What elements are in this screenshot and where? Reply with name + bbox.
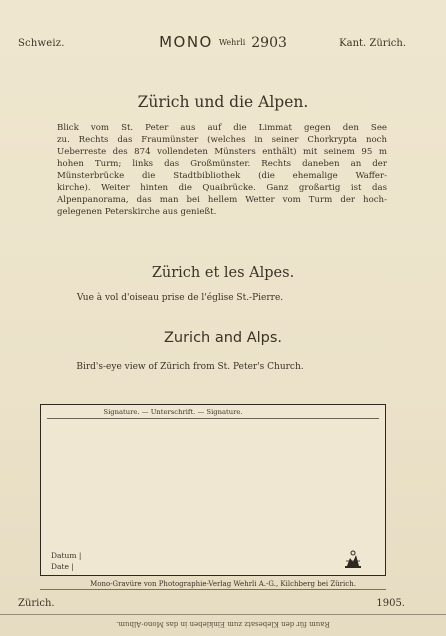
description-line: kirche). Weiter hinten die Quaibrücke. Ganz großartig ist das	[57, 183, 387, 193]
description-line: hohen Turm; links das Großmünster. Rechts daneben an der	[57, 159, 387, 169]
french-subtitle: Vue à vol d'oiseau prise de l'église St.-Pierre.	[76, 293, 284, 303]
footer-year: 1905.	[376, 598, 405, 609]
country-label: Schweiz.	[18, 38, 65, 49]
footer-city: Zürich.	[18, 598, 55, 609]
divider	[0, 614, 446, 615]
publisher-name: Wehrli	[218, 38, 246, 47]
description-line: Münsterbrücke die Stadtbibliothek (die ehemalige Waffer-	[57, 171, 387, 181]
german-title: Zürich und die Alpen.	[137, 93, 309, 111]
divider	[40, 589, 386, 590]
logo-stamp-icon	[344, 549, 362, 569]
english-title: Zurich and Alps.	[163, 330, 283, 346]
date-label	[51, 550, 91, 572]
english-subtitle: Bird's-eye view of Zürich from St. Peter's Church.	[76, 362, 304, 372]
album-mounting-note: Raum für den Klebesatz zum Einkleben in das Mono-Album.	[116, 620, 330, 628]
brand-name: MONO	[159, 33, 213, 51]
description-line: Alpenpanorama, das man bei hellem Wetter vom Turm der hoch-	[57, 195, 387, 205]
canton-label: Kant. Zürich.	[339, 38, 406, 49]
german-description	[57, 122, 387, 218]
publisher-credit: Mono-Gravüre von Photographie-Verlag Wehrli A.-G., Kilchberg bei Zürich.	[90, 580, 356, 588]
description-line: Ueberreste des 874 vollendeten Münsters enthält) mit seinem 95 m	[57, 147, 387, 157]
signature-label: Signature. — Unterschrift. — Signature.	[103, 408, 243, 416]
french-title: Zürich et les Alpes.	[151, 265, 295, 281]
series-number: 2903	[251, 35, 287, 51]
signature-box[interactable]	[40, 404, 386, 576]
datum-text: Datum |	[51, 551, 82, 560]
description-line: gelegenen Peterskirche aus genießt.	[57, 207, 217, 217]
signature-area[interactable]	[47, 418, 379, 569]
description-line: Blick vom St. Peter aus auf die Limmat gegen den See	[57, 123, 387, 133]
description-line: zu. Rechts das Fraumünster (welches in seiner Chorkrypta noch	[57, 135, 387, 145]
date-text: Date |	[51, 562, 74, 571]
